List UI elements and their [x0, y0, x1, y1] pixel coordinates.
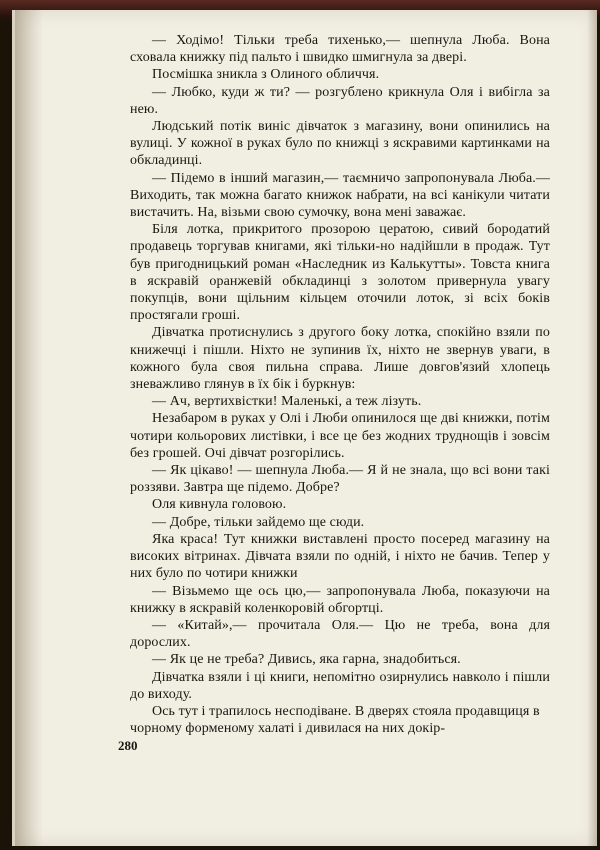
page-edge-shadow: [587, 10, 597, 846]
paragraph: Яка краса! Тут книжки виставлені просто посеред магазину на високих вітринах. Дівчата взяли по одній, і ніхто не бачив. Тепер у них було по чотири книжки: [130, 531, 550, 582]
paragraph: Незабаром в руках у Олі і Люби опинилося ще дві книжки, потім чотири кольорових листівки, і все це без жодних труднощів і зовсім без грошей. Очі дівчат розгорілись.: [130, 411, 550, 461]
paragraph: — Добре, тільки зайдемо ще сюди.: [152, 514, 365, 530]
paragraph: — Любко, куди ж ти? — розгублено крикнула Оля і вибігла за нею.: [130, 84, 550, 117]
paragraph: Біля лотка, прикритого прозорою цератою, сивий бородатий продавець торгував книгами, які тільки-но надійшли в продаж. Тут був пригодницький роман «Наследник из Калькутты». Товста книга в яскравій оранжевій обкладинці з золотом привернула увагу покупців, вони щільним кільцем оточили лоток, зі всіх боків простягали гроші.: [130, 222, 550, 324]
page-text: [130, 32, 550, 737]
paragraph: — Як цікаво! — шепнула Люба.— Я й не знала, що всі вони такі роззяви. Завтра ще підемо. Добре?: [130, 463, 550, 496]
paragraph: Людський потік виніс дівчаток з магазину, вони опинились на вулиці. У кожної в руках було по книжці з яскравими картинками на обкладинці.: [130, 119, 550, 169]
paragraph: — Ходімо! Тільки треба тихенько,— шепнула Люба. Вона сховала книжку під пальто і швидко шмигнула за двері.: [130, 33, 550, 66]
paragraph: — Візьмемо ще ось цю,— запропонувала Люба, показуючи на книжку в яскравій коленкоровій обгортці.: [130, 583, 550, 616]
paragraph: — «Китай»,— прочитала Оля.— Цю не треба, вона для дорослих.: [130, 617, 550, 651]
paragraph: Дівчатка протиснулись з другого боку лотка, спокійно взяли по книжечці і пішли. Ніхто не зупинив їх, ніхто не звернув уваги, в кожного була своя пильна справа. Лише довгов'язий хлопець зневажливо глянув в їх бік і буркнув:: [130, 325, 550, 393]
paragraph: Оля кивнула головою.: [152, 497, 287, 513]
paragraph: Дівчатка взяли і ці книги, непомітно озирнулись навколо і пішли до виходу.: [130, 669, 550, 702]
paragraph: — Як це не треба? Дивись, яка гарна, знадобиться.: [152, 652, 461, 668]
book-page: [12, 10, 597, 846]
paragraph: Ось тут і трапилось несподіване. В дверях стояла продавщиця в чорному форменому халаті і дивилася на них докір-: [130, 703, 540, 737]
page-number: 280: [118, 738, 138, 753]
paragraph: Посмішка зникла з Олиного обличчя.: [152, 67, 380, 83]
gutter-shadow: [15, 10, 43, 846]
paragraph: — Ач, вертихвістки! Маленькі, а теж лізуть.: [152, 394, 422, 410]
paragraph: — Підемо в інший магазин,— таємничо запропонувала Люба.— Виходить, так можна багато книжок набрати, на всі канікули читати вистачить. На, візьми свою сумочку, вона мені заважає.: [130, 170, 550, 221]
